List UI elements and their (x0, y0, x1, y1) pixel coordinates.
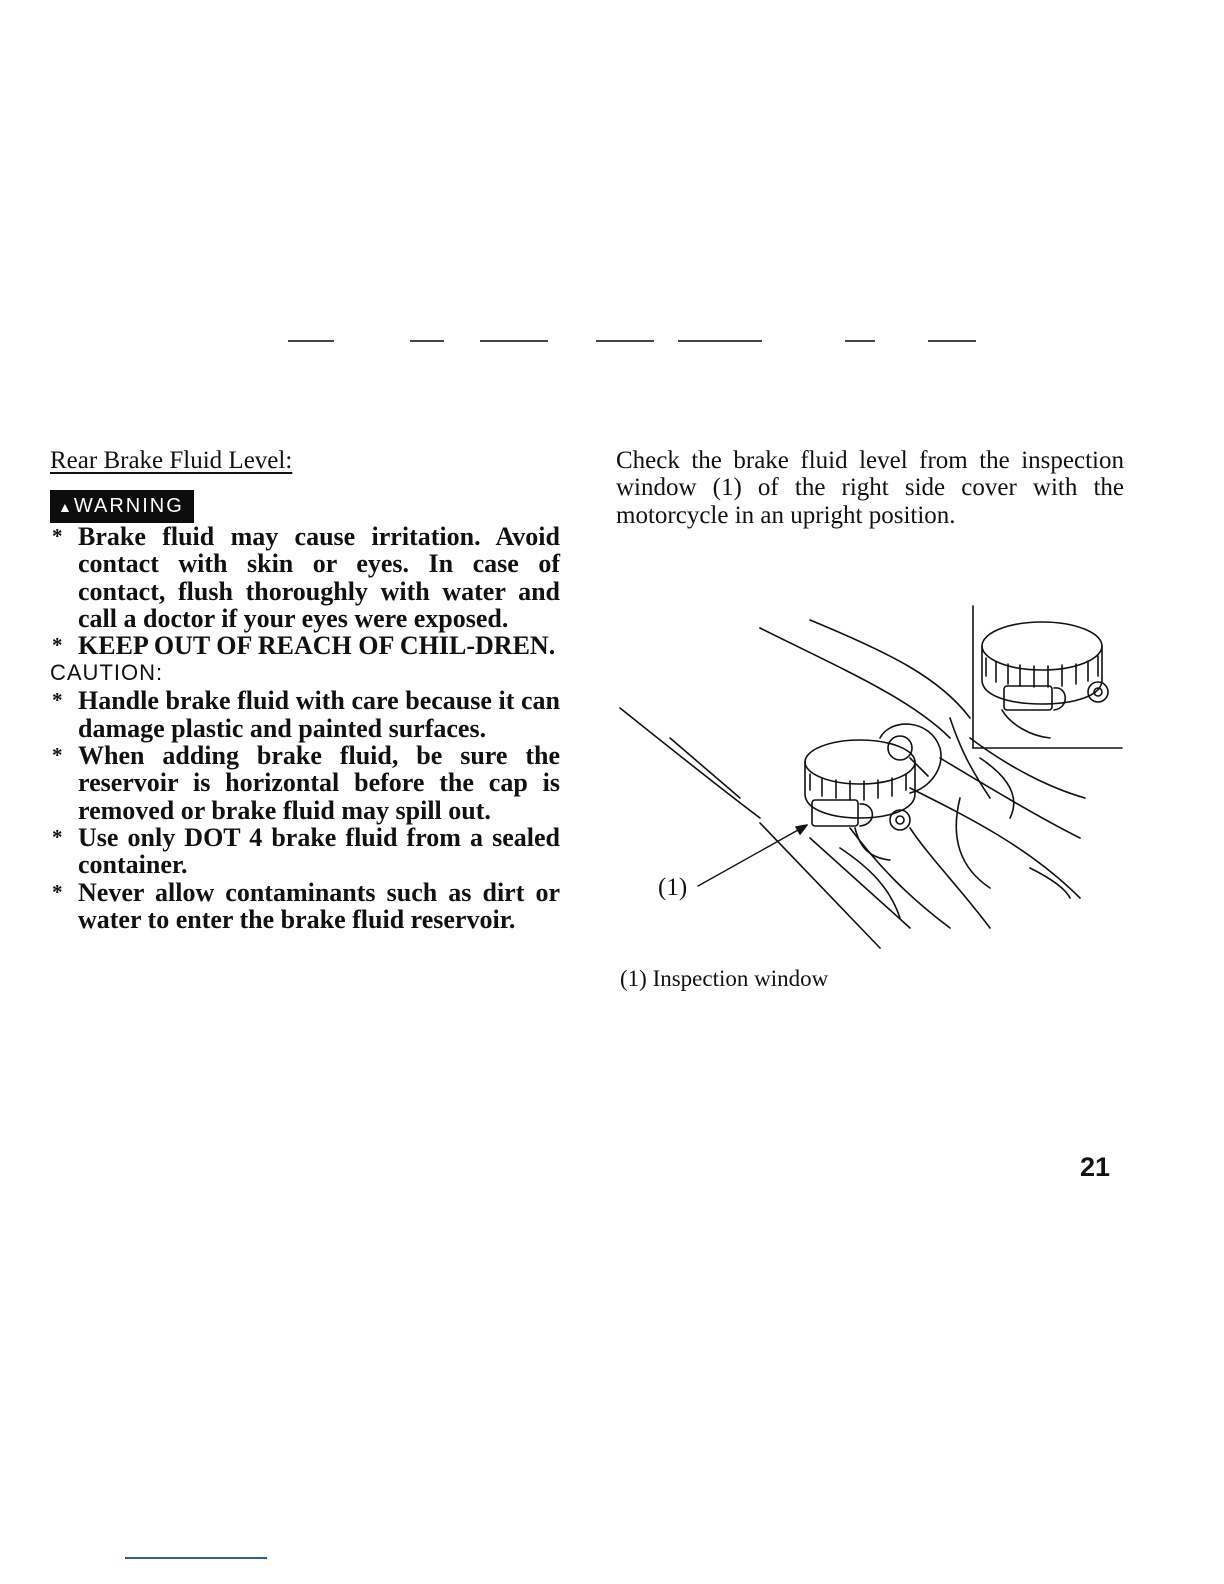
warning-list (50, 523, 560, 659)
list-item (50, 687, 560, 742)
list-item (50, 879, 560, 934)
list-item (50, 824, 560, 879)
bullet-icon: * (52, 688, 63, 713)
footer-rule (125, 1557, 267, 1559)
bullet-icon: * (52, 633, 63, 658)
figure-caption: (1) Inspection window (620, 966, 829, 991)
caution-item-text: When adding brake fluid, be sure the reservoir is horizontal before the cap is removed or brake fluid may spill out. (78, 741, 560, 825)
left-column (50, 446, 560, 933)
warning-item-text: Brake fluid may cause irritation. Avoid contact with skin or eyes. In case of contact, flush thoroughly with water and call a doctor if your eyes were exposed. (78, 522, 560, 633)
warning-triangle-icon: ▲ (58, 499, 72, 515)
caution-list (50, 687, 560, 933)
section-heading: Rear Brake Fluid Level: (50, 447, 293, 474)
caution-item-text: Never allow contaminants such as dirt or water to enter the brake fluid reservoir. (78, 877, 560, 934)
brake-reservoir-diagram (610, 598, 1130, 958)
top-decorative-rule (0, 340, 1224, 344)
warning-item-text: KEEP OUT OF REACH OF CHIL-DREN. (78, 631, 556, 661)
list-item (50, 523, 560, 632)
callout-number: (1) (658, 874, 688, 901)
caution-item-text: Use only DOT 4 brake fluid from a sealed container. (78, 822, 560, 880)
caution-item-text: Handle brake fluid with care because it can damage plastic and painted surfaces. (78, 686, 560, 743)
intro-paragraph: Check the brake fluid level from the inspection window (1) of the right side cover with the motorcycle in an upright position. (616, 447, 1124, 529)
list-item (50, 742, 560, 824)
warning-badge (50, 490, 194, 523)
bullet-icon: * (52, 879, 63, 904)
right-column (616, 447, 1124, 529)
caution-label: CAUTION: (50, 660, 164, 686)
warning-label: WARNING (73, 495, 184, 517)
bullet-icon: * (52, 824, 63, 849)
inset-reservoir-illustration (982, 622, 1108, 738)
bullet-icon: * (52, 524, 63, 548)
reservoir-illustration (805, 724, 941, 860)
bullet-icon: * (52, 743, 63, 768)
page-number: 21 (1080, 1152, 1111, 1182)
list-item (50, 632, 560, 659)
